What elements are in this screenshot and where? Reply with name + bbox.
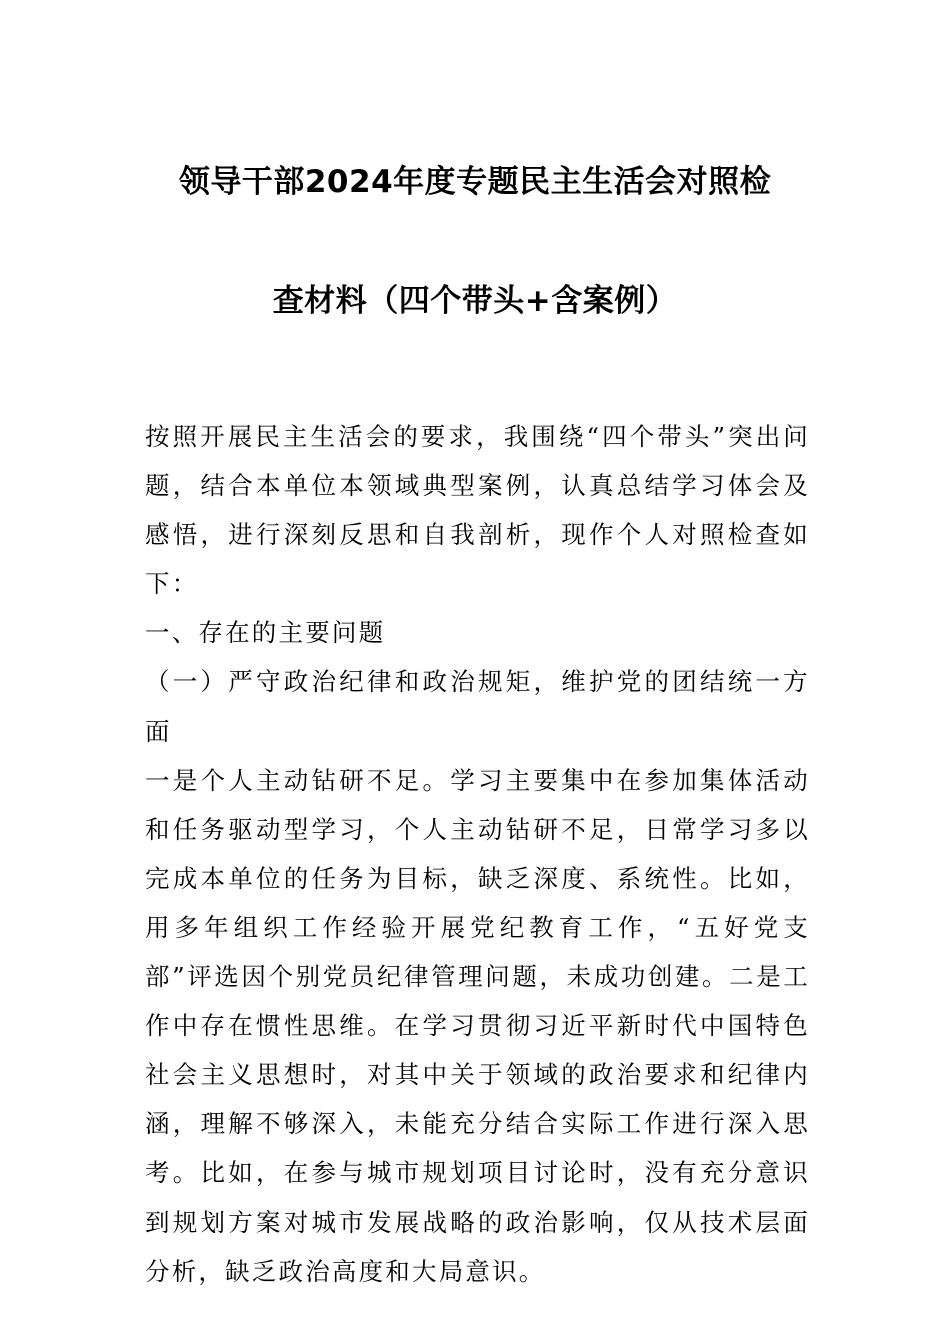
section-heading: 一、存在的主要问题 xyxy=(145,618,386,648)
document-title-line-1: 领导干部2024年度专题民主生活会对照检 xyxy=(178,164,772,200)
document-body xyxy=(145,412,810,1296)
subsection-heading: （一）严守政治纪律和政治规矩，维护党的团结统一方面 xyxy=(145,667,810,746)
subsection-body-paragraph: 一是个人主动钻研不足。学习主要集中在参加集体活动和任务驱动型学习，个人主动钻研不足，日常学习多以完成本单位的任务为目标，缺乏深度、系统性。比如，用多年组织工作经验开展党纪教育工作，“五好党支部”评选因个别党员纪律管理问题，未成功创建。二是工作中存在惯性思维。在学习贯彻习近平新时代中国特色社会主义思想时，对其中关于领域的政治要求和纪律内涵，理解不够深入，未能充分结合实际工作进行深入思考。比如，在参与城市规划项目讨论时，没有充分意识到规划方案对城市发展战略的政治影响，仅从技术层面分析，缺乏政治高度和大局意识。 xyxy=(145,765,810,1286)
document-title-line-2: 查材料（四个带头+含案例） xyxy=(272,283,678,319)
intro-paragraph: 按照开展民主生活会的要求，我围绕“四个带头”突出问题，结合本单位本领域典型案例，认真总结学习体会及感悟，进行深刻反思和自我剖析，现作个人对照检查如下： xyxy=(145,422,810,599)
